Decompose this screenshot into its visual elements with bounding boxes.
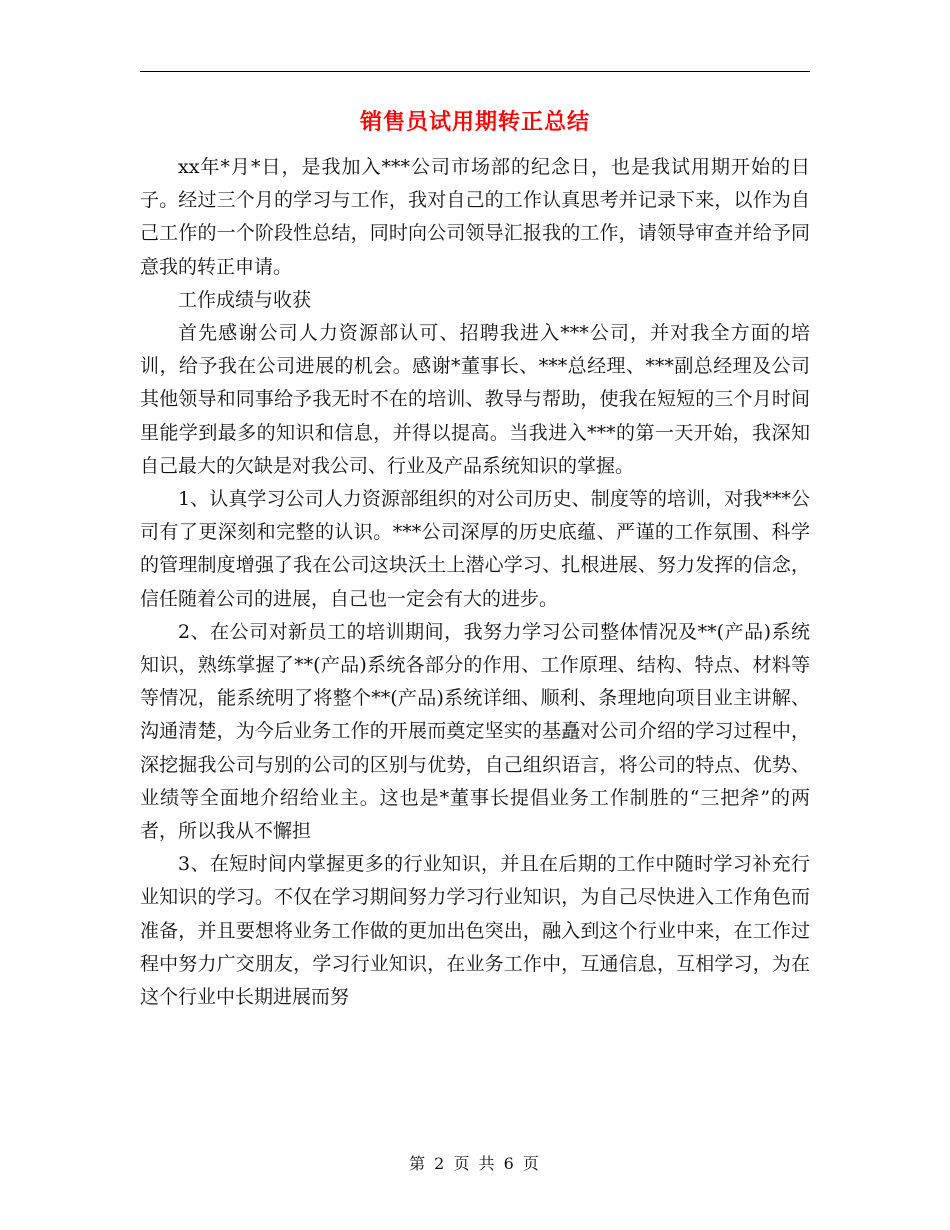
page-number-footer: 第 2 页 共 6 页 [409, 1154, 541, 1173]
document-title: 销售员试用期转正总结 [359, 110, 590, 135]
paragraph-intro: xx年*月*日，是我加入***公司市场部的纪念日，也是我试用期开始的日子。经过三个月的学习与工作，我对自己的工作认真思考并记录下来，以作为自己工作的一个阶段性总结，同时向公司领导汇报我的工作，请领导审查并给予同意我的转正申请。 [140, 156, 810, 278]
header-rule [140, 71, 810, 72]
paragraph-item-1: 1、认真学习公司人力资源部组织的对公司历史、制度等的培训，对我***公司有了更深刻和完整的认识。***公司深厚的历史底蕴、严谨的工作氛围、科学的管理制度增强了我在公司这块沃土上潜心学习、扎根进展、努力发挥的信念，信任随着公司的进展，自己也一定会有大的进步。 [140, 488, 810, 610]
document-body [140, 151, 810, 1014]
paragraph-item-2: 2、在公司对新员工的培训期间，我努力学习公司整体情况及**(产品)系统知识，熟练掌握了**(产品)系统各部分的作用、工作原理、结构、特点、材料等等情况，能系统明了将整个**(产品)系统详细、顺利、条理地向项目业主讲解、沟通清楚，为今后业务工作的开展而奠定坚实的基矗对公司介绍的学习过程中，深挖掘我公司与别的公司的区别与优势，自己组织语言，将公司的特点、优势、业绩等全面地介绍给业主。这也是*董事长提倡业务工作制胜的“三把斧”的两者，所以我从不懈担 [140, 620, 810, 843]
paragraph-item-3: 3、在短时间内掌握更多的行业知识，并且在后期的工作中随时学习补充行业知识的学习。不仅在学习期间努力学习行业知识，为自己尽快进入工作角色而准备，并且要想将业务工作做的更加出色突出，融入到这个行业中来，在工作过程中努力广交朋友，学习行业知识，在业务工作中，互通信息，互相学习，为在这个行业中长期进展而努 [140, 853, 810, 1009]
paragraph-thanks: 首先感谢公司人力资源部认可、招聘我进入***公司，并对我全方面的培训，给予我在公司进展的机会。感谢*董事长、***总经理、***副总经理及公司其他领导和同事给予我无时不在的培训、教导与帮助，使我在短短的三个月时间里能学到最多的知识和信息，并得以提高。当我进入***的第一天开始，我深知自己最大的欠缺是对我公司、行业及产品系统知识的掌握。 [140, 322, 810, 477]
section-heading: 工作成绩与收获 [178, 288, 312, 311]
